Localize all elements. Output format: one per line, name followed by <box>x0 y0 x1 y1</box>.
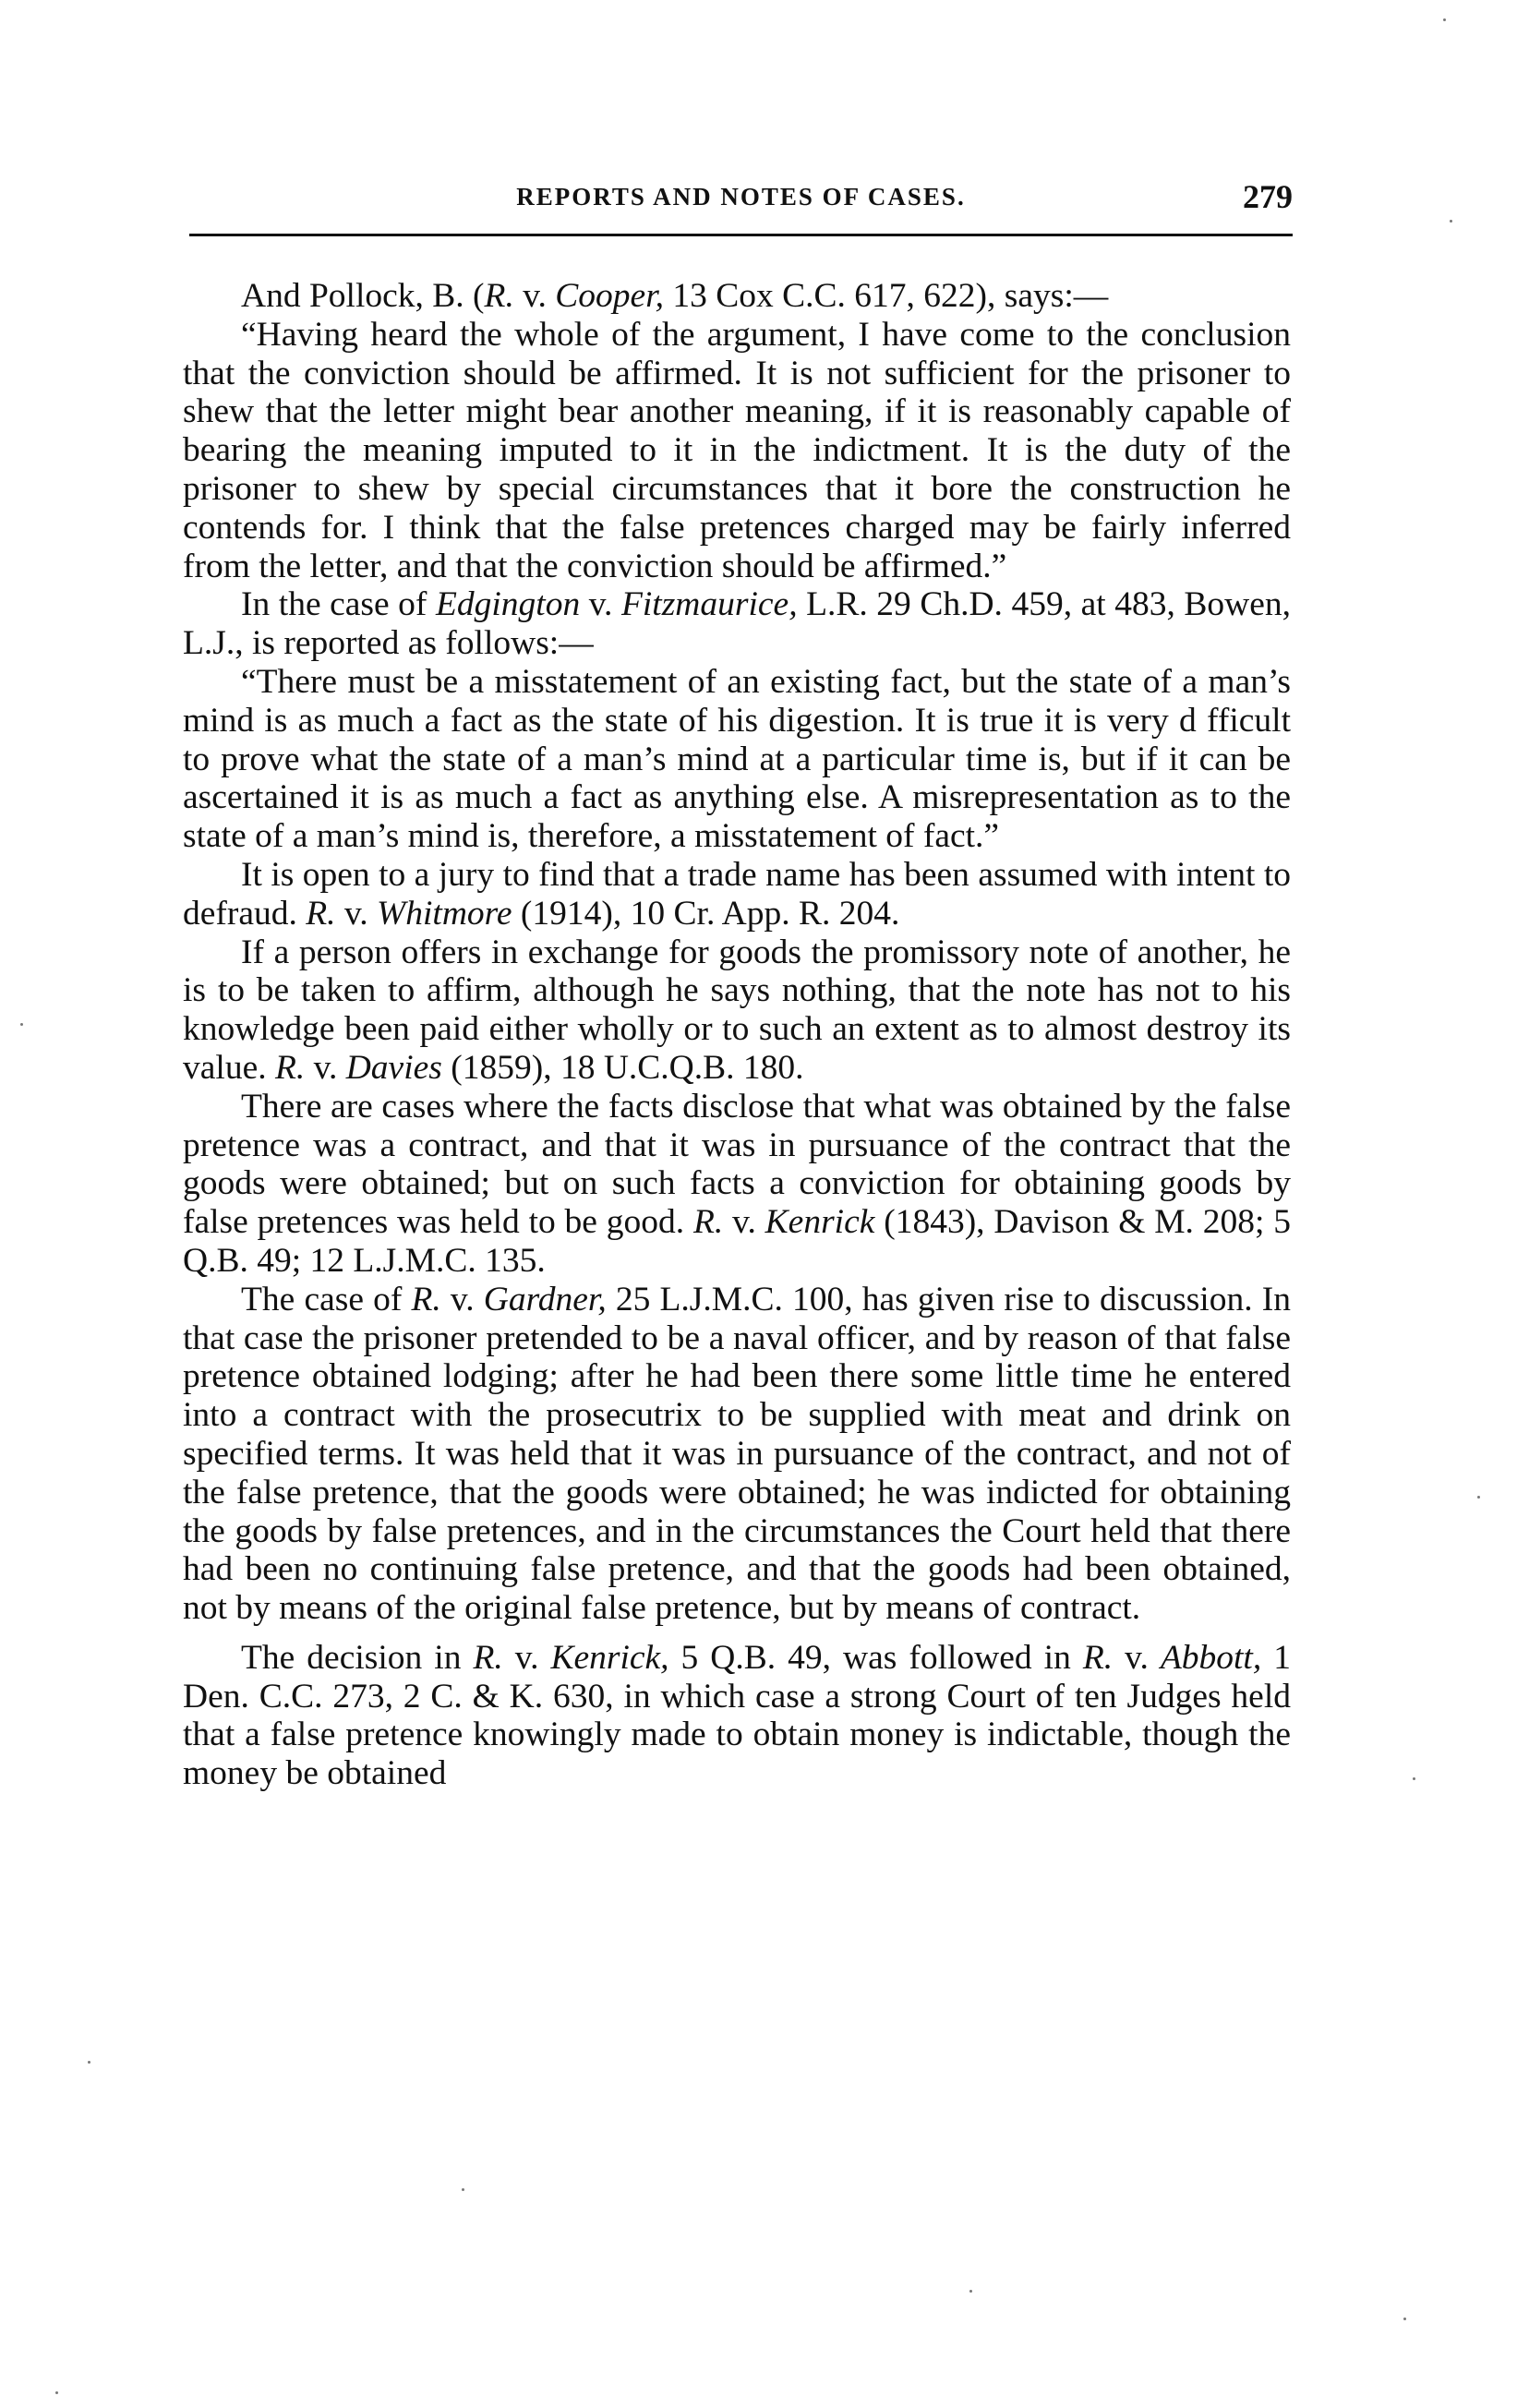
text-run: 5 Q.B. 49, was followed in <box>668 1638 1083 1677</box>
paragraph-p4 <box>183 663 1291 856</box>
paragraph-p2 <box>183 316 1291 586</box>
case-citation-italic: Davies <box>345 1048 442 1087</box>
scan-speck <box>1443 18 1446 21</box>
case-citation-italic: R. <box>484 277 514 315</box>
case-citation-italic: Gardner, <box>483 1280 607 1318</box>
scan-speck <box>55 2391 58 2394</box>
paragraph-p3 <box>183 585 1291 663</box>
case-citation-italic: Edgington <box>435 585 581 624</box>
case-citation-italic: Cooper, <box>555 277 665 315</box>
paragraph-p7 <box>183 1088 1291 1281</box>
scan-speck <box>88 2061 90 2064</box>
text-run: v. <box>1113 1638 1161 1677</box>
text-run: It is open to a jury to find that a trade name has been assumed with intent to defraud. <box>183 855 1291 933</box>
scan-speck <box>20 1023 23 1026</box>
page-number: 279 <box>1243 178 1293 215</box>
text-run: The decision in <box>241 1638 474 1677</box>
paragraph-p9 <box>183 1639 1291 1793</box>
text-run: If a person offers in exchange for goods the promissory note of another, he is to be taken to affirm, although he says nothing, that the note has not to his knowledge been paid either wholly or to such an extent as to almost destroy its value. <box>183 933 1291 1087</box>
text-run: v. <box>580 585 621 624</box>
scan-speck <box>1450 220 1452 223</box>
case-citation-italic: Whitmore <box>377 894 512 933</box>
paragraph-p1 <box>183 277 1291 316</box>
scan-speck <box>1413 1777 1415 1780</box>
header-rule <box>189 234 1293 236</box>
text-run: In the case of <box>241 585 436 624</box>
text-run: v. <box>335 894 378 933</box>
text-run: 25 L.J.M.C. 100, has given rise to discussion. In that case the prisoner pretended to be a naval officer, and by reason of that false pretence obtained lodging; after he had been there some little time he entered into a contract with the prosecutrix to be supplied with meat and drink on specified terms. It was held that it was in pursuance of the contract, and not of the false pretence, that the goods were obtained; he was indicted for obtaining the goods by false pretences, and in the circumstances the Court held that there had been no continuing false pretence, and that the goods had been obtained, not by means of the original false pretence, but by means of contract. <box>183 1280 1291 1628</box>
text-run: The case of <box>241 1280 412 1318</box>
scan-speck <box>1477 1496 1480 1499</box>
case-citation-italic: Abbott, <box>1160 1638 1262 1677</box>
text-run: And Pollock, B. ( <box>241 277 485 315</box>
case-citation-italic: R. <box>693 1203 724 1242</box>
case-citation-italic: R. <box>306 894 336 933</box>
case-citation-italic: R. <box>1082 1638 1114 1677</box>
case-citation-italic: R. <box>473 1638 503 1677</box>
text-run: (1843), Davison & M. 208; 5 Q.B. 49; 12 L.J.M.C. 135. <box>183 1203 1291 1280</box>
text-run: v. <box>440 1280 484 1318</box>
paragraph-p8 <box>183 1281 1291 1628</box>
text-run: 1 Den. C.C. 273, 2 C. & K. 630, in which case a strong Court of ten Judges held that a false pretence knowingly made to obtain money is indictable, though the money be obtained <box>183 1638 1291 1793</box>
text-run: v. <box>305 1048 346 1087</box>
case-citation-italic: Kenrick, <box>550 1638 669 1677</box>
scan-speck <box>1403 2318 1406 2320</box>
paragraph-p5 <box>183 856 1291 933</box>
scan-speck <box>969 2290 972 2293</box>
text-run: “There must be a misstatement of an existing fact, but the state of a man’s mind is as much a fact as the state of his digestion. It is true it is very d fficult to prove what the state of a man’s mind at a particular time is, but if it can be ascertained it is as much a fact as anything else. A misrepresentation as to the state of a man’s mind is, therefore, a misstatement of fact.” <box>183 662 1291 856</box>
text-run: 13 Cox C.C. 617, 622), says:— <box>664 277 1109 315</box>
text-run: v. <box>502 1638 551 1677</box>
running-head <box>189 177 1293 223</box>
text-run: v. <box>513 277 556 315</box>
text-run: (1859), 18 U.C.Q.B. 180. <box>441 1048 804 1087</box>
running-title: REPORTS AND NOTES OF CASES. <box>516 183 966 211</box>
text-run: (1914), 10 Cr. App. R. 204. <box>512 894 900 933</box>
case-citation-italic: Fitzmaurice, <box>620 585 798 624</box>
scan-speck <box>462 2188 464 2191</box>
text-run: L.R. 29 Ch.D. 459, at 483, Bowen, L.J., is reported as follows:— <box>183 585 1291 663</box>
text-run: There are cases where the facts disclose that what was obtained by the false pretence was a contract, and that it was in pursuance of the contract that the goods were obtained; but on such facts a conviction for obtaining goods by false pretences was held to be good. <box>183 1087 1291 1242</box>
paragraph-p6 <box>183 933 1291 1088</box>
text-run: “Having heard the whole of the argument, I have come to the conclusion that the conviction should be affirmed. It is not sufficient for the prisoner to shew that the letter might bear another meaning, if it is reasonably capable of bearing the meaning imputed to it in the indictment. It is the duty of the prisoner to shew by special circumstances that it bore the construction he contends for. I think that the false pretences charged may be fairly inferred from the letter, and that the conviction should be affirmed.” <box>183 315 1291 585</box>
text-run: v. <box>723 1203 765 1242</box>
case-citation-italic: Kenrick <box>764 1203 875 1242</box>
case-citation-italic: R. <box>274 1048 306 1087</box>
body-text <box>183 277 1291 1793</box>
case-citation-italic: R. <box>411 1280 441 1318</box>
